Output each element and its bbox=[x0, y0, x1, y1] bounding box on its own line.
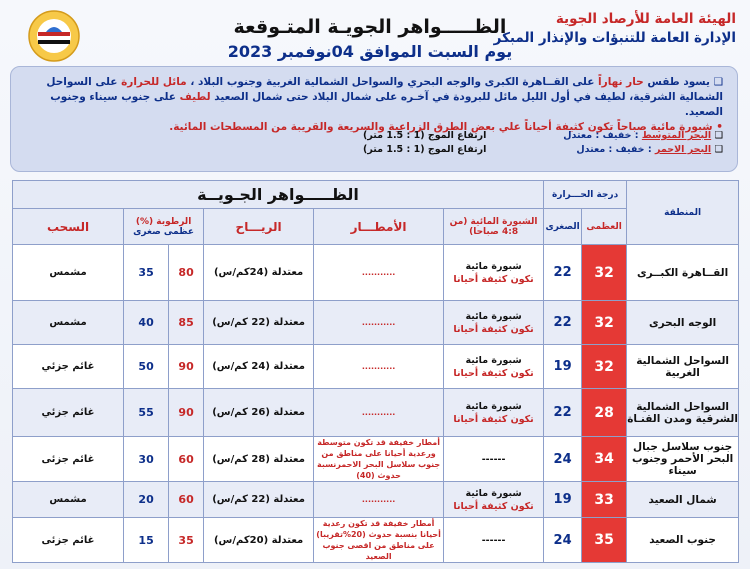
fog-cell bbox=[444, 437, 544, 482]
fog-cell bbox=[444, 518, 544, 563]
header-temperature: درجة الحـــرارة bbox=[544, 181, 627, 209]
wind-cell: معتدلة (20كم/س) bbox=[204, 518, 314, 563]
department-name: الإدارة العامة للتنبؤات والإنذار المبكر bbox=[493, 30, 736, 46]
region: الوجه البحرى bbox=[627, 301, 739, 345]
fog-cell bbox=[444, 345, 544, 389]
bullet-icon: ❑ bbox=[711, 130, 723, 141]
humidity-min-cell: 30 bbox=[124, 437, 169, 482]
temp-max-cell: 35 bbox=[582, 518, 627, 563]
forecast-table-body bbox=[13, 245, 739, 563]
summary-fog: شبورة مائية صباحاً تكون كثيفة أحياناً علي بعض الطرق الزراعية والسريعة والقريبة من المسطحات المائية. bbox=[169, 121, 713, 133]
header-temp-min: الصغرى bbox=[544, 209, 582, 245]
region: جنوب سلاسل جبال البحر الأحمر وجنوب سيناء bbox=[627, 437, 739, 482]
summary-text-d: على السواحل الشمالية الشرقية، لطيف في أول الليل مائل للبرودة في آخـره على شمال البلاد حتى شمال الصعيد bbox=[46, 76, 723, 103]
humidity-max-cell: 85 bbox=[169, 301, 204, 345]
fog-note: تكون كثيفة أحيانا bbox=[453, 500, 534, 512]
humidity-min-cell: 55 bbox=[124, 389, 169, 437]
fog-note: تكون كثيفة أحيانا bbox=[453, 367, 534, 379]
temp-min-cell: 19 bbox=[544, 345, 582, 389]
summary-text-f: على جنوب سيناء وجنوب الصعيد. bbox=[50, 91, 723, 118]
region: جنوب الصعيد bbox=[627, 518, 739, 563]
humidity-min-cell: 40 bbox=[124, 301, 169, 345]
bulletin-title-block bbox=[225, 14, 515, 64]
temp-min-cell: 22 bbox=[544, 389, 582, 437]
authority-block bbox=[476, 10, 736, 48]
temp-min-cell: 22 bbox=[544, 245, 582, 301]
clouds-cell: غائم جزئي bbox=[13, 389, 124, 437]
temp-max-cell: 32 bbox=[582, 245, 627, 301]
fog-main: شبورة مائية bbox=[465, 354, 522, 366]
temp-min-cell: 24 bbox=[544, 437, 582, 482]
bullet-icon: • bbox=[712, 121, 723, 133]
rain-cell: ........... bbox=[314, 482, 444, 518]
humidity-max-cell: 35 bbox=[169, 518, 204, 563]
humidity-min-cell: 15 bbox=[124, 518, 169, 563]
summary-text-a: يسود طقس bbox=[643, 76, 710, 88]
header-phenomena: الظـــــواهر الجـويــة bbox=[13, 181, 544, 209]
clouds-cell: غائم جزئى bbox=[13, 437, 124, 482]
fog-main: شبورة مائية bbox=[465, 310, 522, 322]
fog-cell bbox=[444, 301, 544, 345]
fog-note: تكون كثيفة أحيانا bbox=[453, 273, 534, 285]
bullet-icon: ❑ bbox=[709, 76, 723, 88]
wave-height: ارتفاع الموج (1 : 1.5 متر) bbox=[363, 130, 487, 141]
table-row bbox=[13, 345, 739, 389]
fog-main: ------ bbox=[481, 534, 506, 546]
temp-max-cell: 33 bbox=[582, 482, 627, 518]
temp-max-cell: 34 bbox=[582, 437, 627, 482]
header-humidity-label: الرطوبة (%) bbox=[135, 216, 192, 227]
bullet-icon: ❑ bbox=[711, 144, 723, 155]
header-region: المنطقة bbox=[627, 181, 739, 245]
fog-main: شبورة مائية bbox=[465, 487, 522, 499]
table-row bbox=[13, 482, 739, 518]
humidity-max-cell: 60 bbox=[169, 437, 204, 482]
wave-height: ارتفاع الموج (1 : 1.5 متر) bbox=[363, 144, 487, 155]
meteorological-authority-logo-icon bbox=[28, 10, 80, 62]
page-title: الظـــــواهر الجويـة المتـوقعة bbox=[233, 16, 507, 38]
clouds-cell: غائم جزئى bbox=[13, 518, 124, 563]
wind-cell: معتدلة (24 كم/س) bbox=[204, 345, 314, 389]
sea-state-list bbox=[363, 129, 723, 157]
fog-cell bbox=[444, 482, 544, 518]
fog-note: تكون كثيفة أحيانا bbox=[453, 413, 534, 425]
humidity-min-cell: 50 bbox=[124, 345, 169, 389]
table-row bbox=[13, 518, 739, 563]
fog-main: ------ bbox=[481, 453, 506, 465]
bulletin-date: يوم السبت الموافق 04نوفمبر 2023 bbox=[227, 42, 513, 61]
table-row bbox=[13, 245, 739, 301]
temp-min-cell: 22 bbox=[544, 301, 582, 345]
wind-cell: معتدلة (22 كم/س) bbox=[204, 301, 314, 345]
summary-mild: لطيف bbox=[179, 91, 211, 103]
fog-note: تكون كثيفة أحيانا bbox=[453, 323, 534, 335]
sea-state: : خفيف : معتدل bbox=[576, 144, 652, 155]
fog-main: شبورة مائية bbox=[465, 260, 522, 272]
table-row bbox=[13, 301, 739, 345]
header-wind: الريـــاح bbox=[204, 209, 314, 245]
header-temp-max: العظمى bbox=[582, 209, 627, 245]
clouds-cell: غائم جزئي bbox=[13, 345, 124, 389]
temp-min-cell: 24 bbox=[544, 518, 582, 563]
sea-name: البحر المتوسط bbox=[641, 130, 712, 141]
region: السواحل الشمالية الغربية bbox=[627, 345, 739, 389]
summary-text-b: على القــاهرة الكبرى والوجه البحري والسواحل الشمالية الغربية وجنوب البلاد ، bbox=[186, 76, 599, 88]
header-humidity-sub: عظمى صغرى bbox=[133, 226, 194, 237]
rain-cell: أمطار خفيفة قد تكون متوسطة ورعدية أحيانا على مناطق من جنوب سلاسل البحر الاحمرنسبة حدوث (40) bbox=[314, 437, 444, 482]
rain-cell: ........... bbox=[314, 245, 444, 301]
region: شمال الصعيد bbox=[627, 482, 739, 518]
humidity-max-cell: 90 bbox=[169, 345, 204, 389]
wind-cell: معتدلة (26 كم/س) bbox=[204, 389, 314, 437]
wind-cell: معتدلة (28 كم/س) bbox=[204, 437, 314, 482]
region: السواحل الشمالية الشرقية ومدن القنـاة bbox=[627, 389, 739, 437]
header-rain: الأمطـــار bbox=[314, 209, 444, 245]
weather-summary-panel bbox=[10, 66, 738, 172]
wind-cell: معتدلة (24كم/س) bbox=[204, 245, 314, 301]
fog-cell bbox=[444, 245, 544, 301]
humidity-max-cell: 80 bbox=[169, 245, 204, 301]
authority-name: الهيئة العامة للأرصاد الجوية bbox=[555, 11, 736, 27]
summary-temperature-text bbox=[25, 75, 723, 120]
wind-cell: معتدلة (22 كم/س) bbox=[204, 482, 314, 518]
summary-warm: مائل للحرارة bbox=[121, 76, 187, 88]
rain-cell: ........... bbox=[314, 301, 444, 345]
humidity-max-cell: 60 bbox=[169, 482, 204, 518]
header-fog: الشبورة المائية (من 4:8 صباحا) bbox=[444, 209, 544, 245]
fog-cell bbox=[444, 389, 544, 437]
sea-state: : خفيف : معتدل bbox=[563, 130, 639, 141]
table-row bbox=[13, 389, 739, 437]
rain-cell: ........... bbox=[314, 345, 444, 389]
clouds-cell: مشمس bbox=[13, 301, 124, 345]
rain-cell: أمطار خفيفة قد تكون رعدية أحيانا بنسبة حدوث (20%تقريبا) على مناطق من اقصى جنوب الصعيد bbox=[314, 518, 444, 563]
sea-row-red-sea bbox=[363, 143, 723, 157]
fog-main: شبورة مائية bbox=[465, 400, 522, 412]
header-humidity bbox=[124, 209, 204, 245]
clouds-cell: مشمس bbox=[13, 245, 124, 301]
region: القــاهرة الكبــرى bbox=[627, 245, 739, 301]
header-clouds: السحب bbox=[13, 209, 124, 245]
sea-row-mediterranean bbox=[363, 129, 723, 143]
rain-cell: ........... bbox=[314, 389, 444, 437]
temp-max-cell: 32 bbox=[582, 301, 627, 345]
summary-hot: حار نهاراً bbox=[598, 76, 644, 88]
temp-max-cell: 28 bbox=[582, 389, 627, 437]
sea-name: البحر الاحمر bbox=[654, 144, 712, 155]
clouds-cell: مشمس bbox=[13, 482, 124, 518]
humidity-max-cell: 90 bbox=[169, 389, 204, 437]
humidity-min-cell: 35 bbox=[124, 245, 169, 301]
humidity-min-cell: 20 bbox=[124, 482, 169, 518]
temp-min-cell: 19 bbox=[544, 482, 582, 518]
temp-max-cell: 32 bbox=[582, 345, 627, 389]
table-row bbox=[13, 437, 739, 482]
forecast-table bbox=[12, 180, 739, 563]
